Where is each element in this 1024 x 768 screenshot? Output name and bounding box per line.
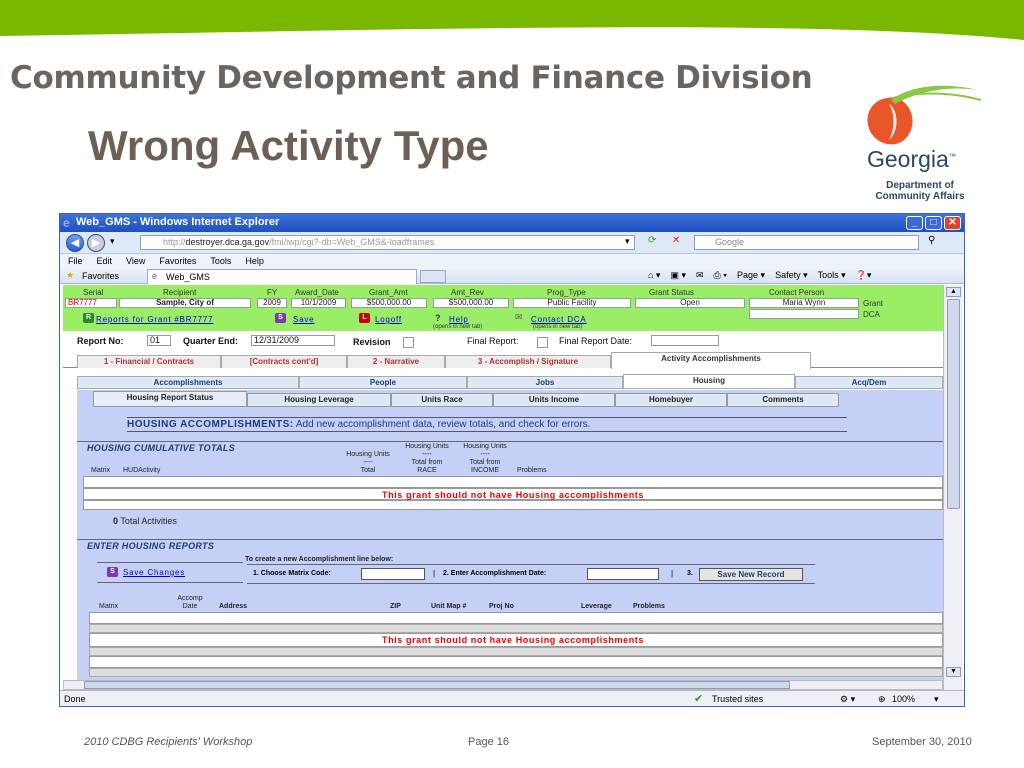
col-housing-units-total (337, 451, 399, 475)
contact-org-1: Grant (863, 299, 884, 308)
contact-org-2: DCA (863, 310, 880, 319)
grant-header (63, 285, 943, 331)
contact-value: Maria Wynn (749, 298, 859, 308)
address-bar (60, 232, 964, 254)
prog-type-label: Prog_Type (547, 288, 586, 297)
save-changes-rule-bottom (97, 582, 243, 583)
fy-value: 2009 (257, 298, 287, 308)
tab-activity-accomplishments[interactable]: Activity Accomplishments (611, 352, 811, 369)
col-hudactivity: HUDActivity (123, 467, 161, 474)
zoom-dropdown-icon[interactable]: ▾ (934, 694, 939, 704)
save-changes-icon: S (107, 567, 118, 577)
header-swoosh (0, 0, 1024, 50)
list-col-problems: Problems (633, 603, 665, 610)
final-report-checkbox[interactable] (537, 337, 548, 348)
save-changes-link[interactable]: Save Changes (123, 568, 186, 577)
home-icon[interactable]: ⌂ ▾ (648, 270, 661, 280)
favorites-button[interactable]: Favorites (82, 271, 120, 281)
search-input[interactable]: Google (694, 235, 919, 250)
help-icon[interactable]: ❓▾ (855, 270, 872, 280)
scroll-up-icon[interactable]: ▲ (946, 287, 961, 297)
banner-title: HOUSING ACCOMPLISHMENTS: (127, 419, 294, 430)
footer-date: September 30, 2010 (872, 736, 972, 748)
col-income: INCOME (471, 467, 499, 474)
close-button[interactable]: ✕ (944, 216, 961, 230)
print-icon[interactable]: ⎙ ▾ (713, 270, 728, 280)
contact-value-2 (749, 309, 859, 319)
tab-ie-icon: e (152, 271, 158, 281)
menu-tools[interactable]: Tools (210, 256, 232, 266)
step-separator-1: | (433, 569, 436, 578)
tab-contracts-contd[interactable]: [Contracts cont'd] (221, 355, 347, 368)
scroll-down-icon[interactable]: ▼ (946, 667, 961, 677)
grant-amt-label: Grant_Amt (369, 288, 408, 297)
minimize-button[interactable]: _ (906, 216, 923, 230)
status-bar (60, 690, 964, 706)
new-tab-button[interactable] (420, 270, 446, 283)
grant-status-label: Grant Status (649, 288, 694, 297)
zoom-level[interactable]: 100% (892, 694, 916, 704)
tab-units-race[interactable]: Units Race (391, 393, 493, 407)
col-total-from-race-label: Total from (411, 459, 443, 466)
trusted-check-icon: ✔ (694, 693, 704, 705)
tab-narrative[interactable]: 2 - Narrative (347, 355, 445, 368)
tab-housing[interactable]: Housing (623, 374, 795, 389)
final-report-date-label: Final Report Date: (559, 336, 633, 346)
tab-housing-leverage[interactable]: Housing Leverage (247, 393, 391, 407)
tab-people[interactable]: People (299, 376, 467, 389)
list-col-matrix: Matrix (99, 603, 119, 610)
help-new-tab-note: (opens in new tab) (433, 324, 483, 330)
list-col-address: Address (219, 603, 248, 610)
page-content (63, 285, 943, 685)
favorites-bar (60, 268, 964, 284)
contact-mail-icon: ✉ (515, 312, 523, 322)
recipient-label: Recipient (163, 288, 197, 297)
tab-accomplish-signature[interactable]: 3 - Accomplish / Signature (445, 355, 611, 368)
maximize-button[interactable]: □ (925, 216, 942, 230)
back-button[interactable]: ◀ (66, 234, 84, 252)
mail-icon[interactable]: ✉ (696, 270, 704, 280)
ie-icon: e (63, 216, 70, 230)
security-zone[interactable]: Trusted sites (712, 694, 764, 704)
tools-menu[interactable]: Tools ▾ (817, 270, 846, 280)
vertical-scrollbar[interactable] (943, 285, 963, 690)
main-tabs (63, 354, 943, 368)
list-col-accomp: Accomp (177, 595, 203, 602)
housing-panel (77, 390, 943, 685)
cumulative-row-3 (83, 500, 943, 510)
favorites-star-icon[interactable]: ★ (66, 270, 75, 280)
list-row-4 (89, 647, 943, 656)
step3-label: 3. (687, 570, 693, 577)
menu-edit[interactable]: Edit (96, 256, 113, 266)
tab-financial-contracts[interactable]: 1 - Financial / Contracts (77, 355, 221, 368)
cumulative-row-1 (83, 476, 943, 488)
list-col-leverage: Leverage (581, 603, 612, 610)
final-report-label: Final Report: (467, 336, 519, 346)
grant-amt-value: $500,000.00 (351, 298, 427, 308)
divider (77, 441, 943, 442)
menu-view[interactable]: View (126, 256, 146, 266)
tab-acq-dem[interactable]: Acq/Dem (795, 376, 943, 389)
total-label: Total Activities (120, 516, 177, 526)
division-title: Community Development and Finance Division (10, 60, 813, 96)
reports-link[interactable]: Reports for Grant #BR7777 (96, 315, 214, 324)
list-col-unit-map: Unit Map # (431, 603, 467, 610)
serial-value: BR7777 (65, 298, 117, 308)
col-hu1-dash: ---- (363, 459, 373, 466)
history-dropdown-icon[interactable]: ▾ (110, 236, 115, 246)
final-report-date-field[interactable] (651, 335, 719, 346)
safety-menu[interactable]: Safety ▾ (775, 270, 808, 280)
menu-favorites[interactable]: Favorites (159, 256, 197, 266)
logoff-link[interactable]: Logoff (375, 315, 402, 324)
quarter-end-field[interactable]: 12/31/2009 (251, 335, 335, 346)
list-col-accomp-date (171, 595, 209, 611)
revision-checkbox[interactable] (403, 337, 414, 348)
logoff-icon: L (359, 313, 370, 323)
list-row-1 (89, 612, 943, 624)
list-col-zip: ZIP (390, 603, 401, 610)
save-link[interactable]: Save (293, 315, 315, 324)
scroll-thumb[interactable] (947, 299, 960, 509)
col-total: Total (360, 467, 376, 474)
refresh-icon[interactable]: ⟳ (648, 235, 657, 246)
help-link[interactable]: Help (449, 315, 469, 324)
award-date-value: 10/1/2009 (291, 298, 346, 308)
browser-tab-web-gms[interactable] (147, 269, 417, 284)
enter-housing-reports-title: ENTER HOUSING REPORTS (87, 541, 215, 551)
status-text: Done (64, 694, 86, 704)
menu-bar (60, 254, 964, 268)
footer-workshop: 2010 CDBG Recipients' Workshop (84, 736, 253, 748)
total-count: 0 (113, 516, 119, 526)
divider-2 (77, 539, 943, 540)
report-info-row (63, 334, 943, 350)
step1-label: 1. Choose Matrix Code: (253, 570, 331, 577)
new-record-box (247, 564, 815, 584)
logo-georgia-text: Georgia™ (867, 146, 956, 172)
col-total-from-race (397, 443, 457, 475)
protected-mode-icon[interactable]: ⚙ ▾ (840, 694, 856, 704)
col-problems: Problems (517, 467, 547, 474)
feeds-icon[interactable]: ▣ ▾ (670, 270, 686, 280)
serial-label: Serial (83, 288, 104, 297)
contact-new-tab-note: (opens in new tab) (533, 324, 583, 330)
grant-status-value: Open (635, 298, 745, 308)
slide-title: Wrong Activity Type (88, 122, 489, 169)
housing-accomplishments-banner (127, 417, 847, 432)
recipient-value: Sample, City of (119, 298, 251, 308)
report-no-field[interactable]: 01 (147, 335, 171, 346)
list-row-5 (89, 656, 943, 668)
command-bar (648, 270, 881, 281)
menu-file[interactable]: File (68, 256, 83, 266)
col-matrix: Matrix (91, 467, 111, 474)
accomplishment-tabs (77, 376, 943, 389)
step-separator-2: | (671, 569, 674, 578)
award-date-label: Award_Date (295, 288, 339, 297)
step2-label: 2. Enter Accomplishment Date: (443, 570, 547, 577)
search-icon[interactable]: ⚲ (928, 235, 936, 246)
tab-jobs[interactable]: Jobs (467, 376, 623, 389)
contact-label: Contact Person (769, 288, 825, 297)
url-field[interactable]: http://destroyer.dca.ga.gov/fmi/iwp/cgi?-db=Web_GMS&-loadframes (140, 235, 635, 250)
cumulative-totals-title: HOUSING CUMULATIVE TOTALS (87, 443, 235, 453)
tab-units-income[interactable]: Units Income (493, 393, 615, 407)
tab-housing-report-status[interactable]: Housing Report Status (93, 391, 247, 407)
logo-department-text: Department of Community Affairs (875, 180, 965, 202)
list-col-date: Date (182, 603, 198, 610)
url-dropdown-icon[interactable]: ▾ (625, 236, 630, 246)
banner-text: Add new accomplishment data, review totals, and check for errors. (295, 419, 591, 430)
list-error-message: This grant should not have Housing accomplishments (381, 635, 645, 645)
cumulative-error-message: This grant should not have Housing accomplishments (381, 490, 645, 500)
zoom-icon: ⊕ (878, 694, 886, 704)
tab-label: Web_GMS (166, 272, 210, 282)
tab-homebuyer[interactable]: Homebuyer (615, 393, 727, 407)
fy-label: FY (267, 288, 278, 297)
create-note: To create a new Accomplishment line below: (245, 556, 394, 563)
hscroll-thumb[interactable] (84, 681, 790, 689)
tab-comments[interactable]: Comments (727, 393, 839, 407)
georgia-dca-logo (855, 84, 985, 204)
list-row-6 (89, 668, 943, 677)
col-total-from-income-label: Total from (469, 459, 501, 466)
contact-dca-link[interactable]: Contact DCA (531, 315, 587, 324)
col-hu1: Housing Units (346, 451, 390, 458)
col-total-from-income (455, 443, 515, 475)
col-hu3-dash: ---- (480, 451, 490, 458)
col-hu3: Housing Units (463, 443, 507, 450)
page-menu[interactable]: Page ▾ (737, 270, 766, 280)
quarter-end-label: Quarter End: (183, 336, 239, 346)
accomplishment-date-field[interactable] (587, 568, 659, 580)
save-new-record-button[interactable]: Save New Record (699, 568, 803, 581)
save-changes-rule-top (97, 562, 243, 563)
reports-icon: R (83, 313, 94, 323)
amt-rev-label: Amt_Rev (451, 288, 484, 297)
col-hu2-dash: ---- (422, 451, 432, 458)
browser-window (59, 213, 965, 707)
matrix-code-field[interactable] (361, 568, 425, 580)
revision-label: Revision (353, 337, 391, 347)
help-icon-question: ? (435, 313, 441, 323)
peach-icon (855, 84, 985, 146)
window-titlebar (60, 214, 964, 232)
amt-rev-value: $500,000.00 (433, 298, 509, 308)
tab-accomplishments[interactable]: Accomplishments (77, 376, 299, 389)
footer-page-number: Page 16 (468, 736, 509, 748)
list-col-proj-no: Proj No (489, 603, 514, 610)
report-no-label: Report No: (77, 336, 124, 346)
horizontal-scrollbar[interactable] (63, 680, 943, 690)
list-row-2 (89, 624, 943, 633)
prog-type-value: Public Facility (513, 298, 631, 308)
save-icon: S (275, 313, 286, 323)
menu-help[interactable]: Help (245, 256, 264, 266)
col-hu2: Housing Units (405, 443, 449, 450)
stop-icon[interactable]: ✕ (672, 235, 681, 246)
window-title: Web_GMS - Windows Internet Explorer (76, 216, 280, 228)
total-activities (113, 516, 177, 526)
col-race: RACE (417, 467, 437, 474)
forward-button[interactable]: ▶ (87, 234, 105, 252)
